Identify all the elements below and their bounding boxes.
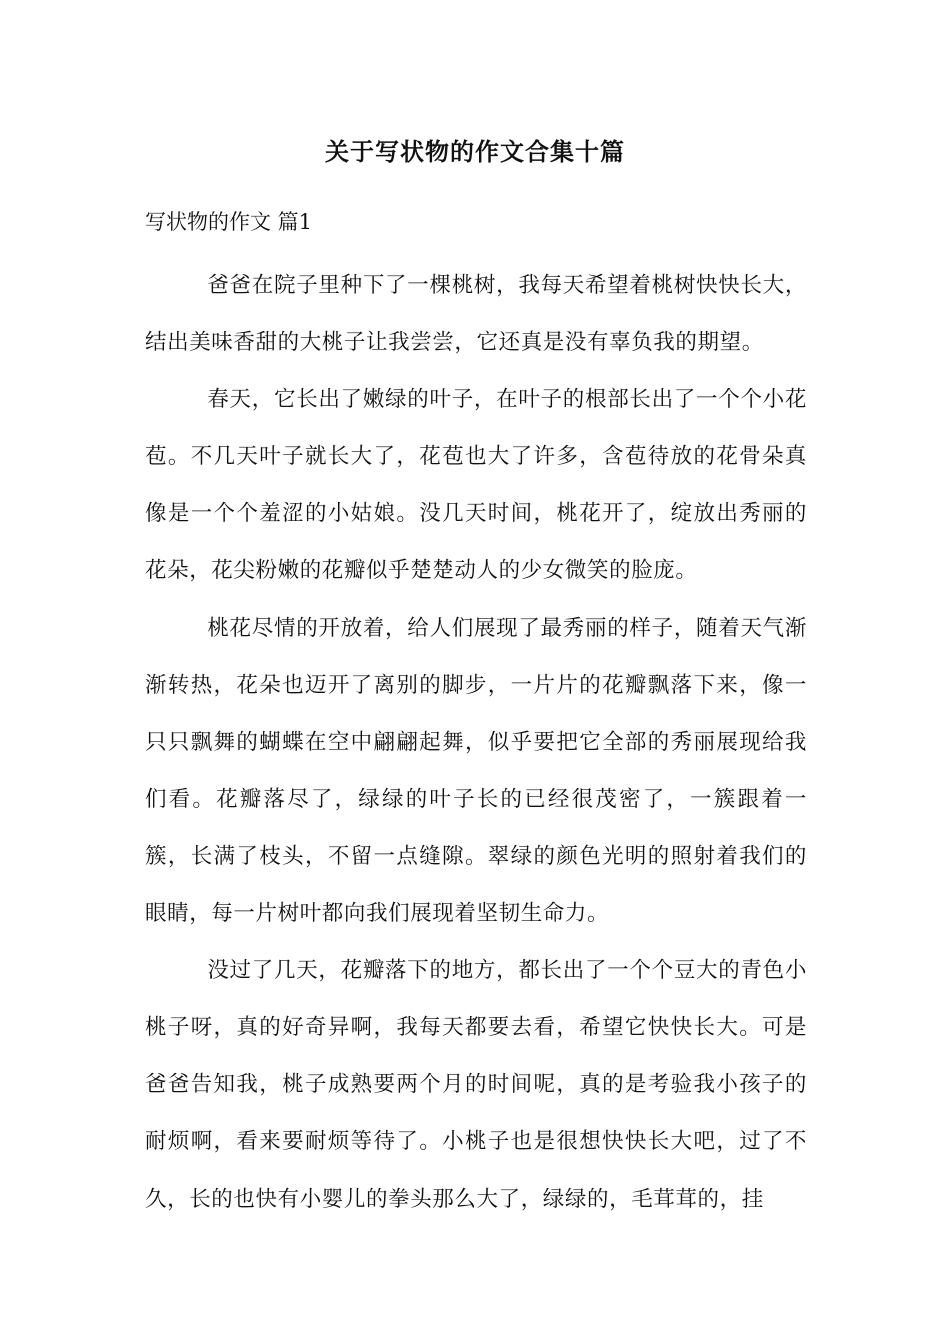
- paragraph: 桃花尽情的开放着，给人们展现了最秀丽的样子，随着天气渐渐转热，花朵也迈开了离别的脚步，一片片的花瓣飘落下来，像一只只飘舞的蝴蝶在空中翩翩起舞，似乎要把它全部的秀丽展现给我们看。花瓣落尽了，绿绿的叶子长的已经很茂密了，一簇跟着一簇，长满了枝头，不留一点缝隙。翠绿的颜色光明的照射着我们的眼睛，每一片树叶都向我们展现着坚韧生命力。: [145, 615, 807, 927]
- document-title: 关于写状物的作文合集十篇: [325, 137, 625, 166]
- section-heading: 写状物的作文 篇1: [145, 210, 313, 234]
- essay-body: [145, 257, 807, 1228]
- paragraph: 春天，它长出了嫩绿的叶子，在叶子的根部长出了一个个小花苞。不几天叶子就长大了，花苞也大了许多，含苞待放的花骨朵真像是一个个羞涩的小姑娘。没几天时间，桃花开了，绽放出秀丽的花朵，花尖粉嫩的花瓣似乎楚楚动人的少女微笑的脸庞。: [145, 387, 807, 584]
- paragraph: 没过了几天，花瓣落下的地方，都长出了一个个豆大的青色小桃子呀，真的好奇异啊，我每天都要去看，希望它快快长大。可是爸爸告知我，桃子成熟要两个月的时间呢，真的是考验我小孩子的耐烦啊，看来要耐烦等待了。小桃子也是很想快快长大吧，过了不久，长的也快有小婴儿的拳头那么大了，绿绿的，毛茸茸的，挂: [145, 958, 807, 1212]
- paragraph: 爸爸在院子里种下了一棵桃树，我每天希望着桃树快快长大，结出美味香甜的大桃子让我尝尝，它还真是没有辜负我的期望。: [145, 273, 807, 356]
